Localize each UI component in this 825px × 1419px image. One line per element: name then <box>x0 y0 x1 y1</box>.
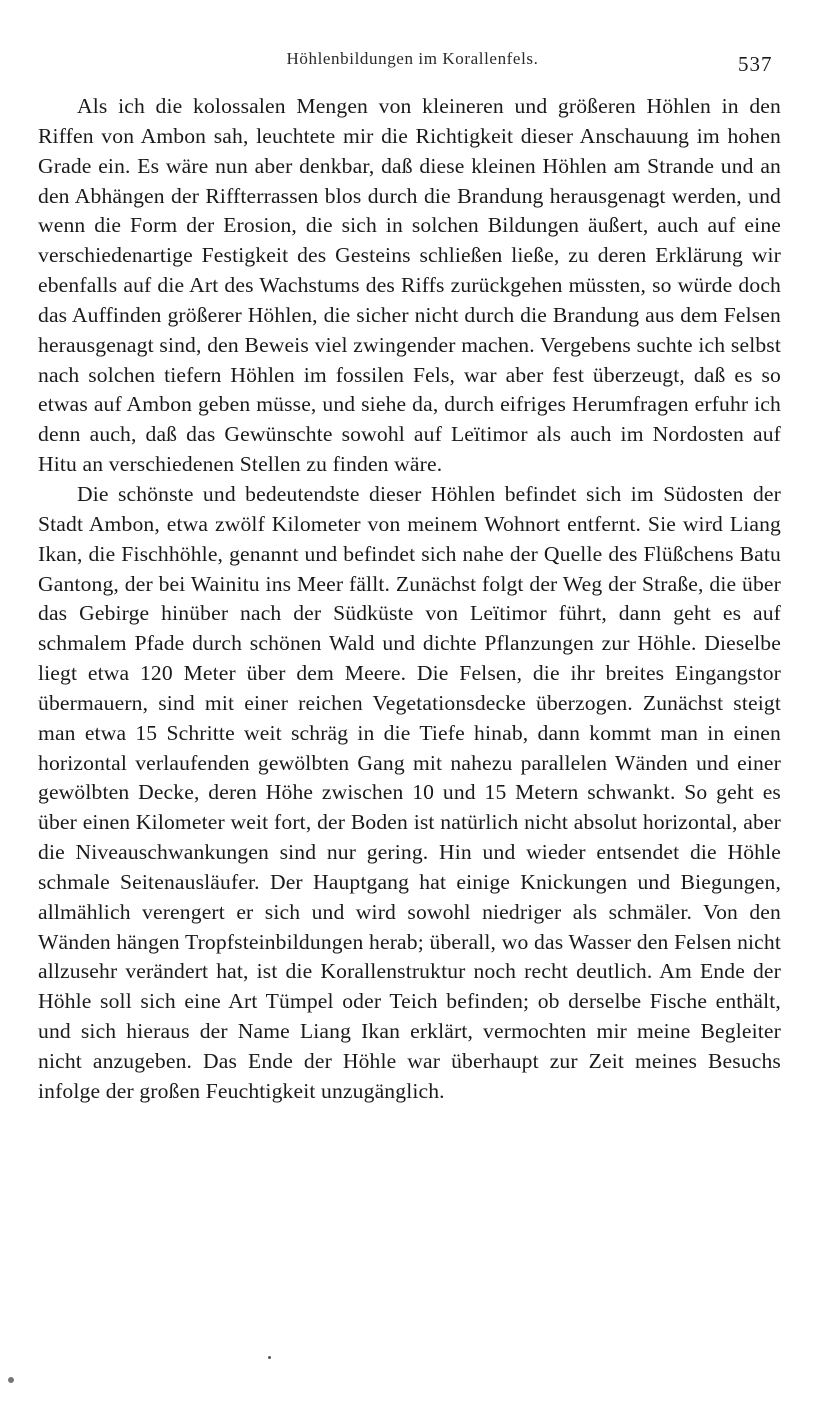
paragraph-1: Als ich die kolossalen Mengen von kleineren und größeren Höhlen in den Riffen von Ambon sah, leuchtete mir die Richtigkeit dieser Anschauung im hohen Grade ein. Es wäre nun aber denkbar, daß diese kleinen Höhlen am Strande und an den Abhängen der Riffterrassen blos durch die Brandung herausgenagt werden, und wenn die Form der Erosion, die sich in solchen Bildungen äußert, auch auf eine verschiedenartige Festigkeit des Gesteins schließen ließe, zu deren Erklärung wir ebenfalls auf die Art des Wachstums des Riffs zurückgehen müssten, so würde doch das Auffinden größerer Höhlen, die sicher nicht durch die Brandung aus dem Felsen herausgenagt sind, den Beweis viel zwingender machen. Vergebens suchte ich selbst nach solchen tiefern Höhlen im fossilen Fels, war aber fest überzeugt, daß es so etwas auf Ambon geben müsse, und siehe da, durch eifriges Herumfragen erfuhr ich denn auch, daß das Gewünschte sowohl auf Leïtimor als auch im Nordosten auf Hitu an verschiedenen Stellen zu finden wäre. <box>38 94 781 477</box>
body-text <box>38 92 781 1107</box>
running-head <box>0 46 825 76</box>
page-number: 537 <box>738 52 773 76</box>
paragraph-2: Die schönste und bedeutendste dieser Höhlen befindet sich im Südosten der Stadt Ambon, etwa zwölf Kilometer von meinem Wohnort entfernt. Sie wird Liang Ikan, die Fischhöhle, genannt und befindet sich nahe der Quelle des Flüßchens Batu Gantong, der bei Wainitu ins Meer fällt. Zunächst folgt der Weg der Straße, die über das Gebirge hinüber nach der Südküste von Leïtimor führt, dann geht es auf schmalem Pfade durch schönen Wald und dichte Pflanzungen zur Höhle. Dieselbe liegt etwa 120 Meter über dem Meere. Die Felsen, die ihr breites Eingangstor übermauern, sind mit einer reichen Vegetationsdecke überzogen. Zunächst steigt man etwa 15 Schritte weit schräg in die Tiefe hinab, dann kommt man in einen horizontal verlaufenden gewölbten Gang mit nahezu parallelen Wänden und einer gewölbten Decke, deren Höhe zwischen 10 und 15 Metern schwankt. So geht es über einen Kilometer weit fort, der Boden ist natürlich nicht absolut horizontal, aber die Niveauschwankungen sind nur gering. Hin und wieder entsendet die Höhle schmale Seitenausläufer. Der Hauptgang hat einige Knickungen und Biegungen, allmählich verengert er sich und wird sowohl niedriger als schmäler. Von den Wänden hängen Tropfsteinbildungen herab; überall, wo das Wasser den Felsen nicht allzusehr verändert hat, ist die Korallenstruktur noch recht deutlich. Am Ende der Höhle soll sich eine Art Tümpel oder Teich befinden; ob derselbe Fische enthält, und sich hieraus der Name Liang Ikan erklärt, vermochten mir meine Begleiter nicht anzugeben. Das Ende der Höhle war überhaupt zur Zeit meines Besuchs infolge der großen Feuchtigkeit unzugänglich. <box>38 481 781 1103</box>
running-title: Höhlenbildungen im Korallenfels. <box>286 49 539 68</box>
print-speck <box>8 1377 14 1383</box>
print-speck <box>268 1356 271 1359</box>
